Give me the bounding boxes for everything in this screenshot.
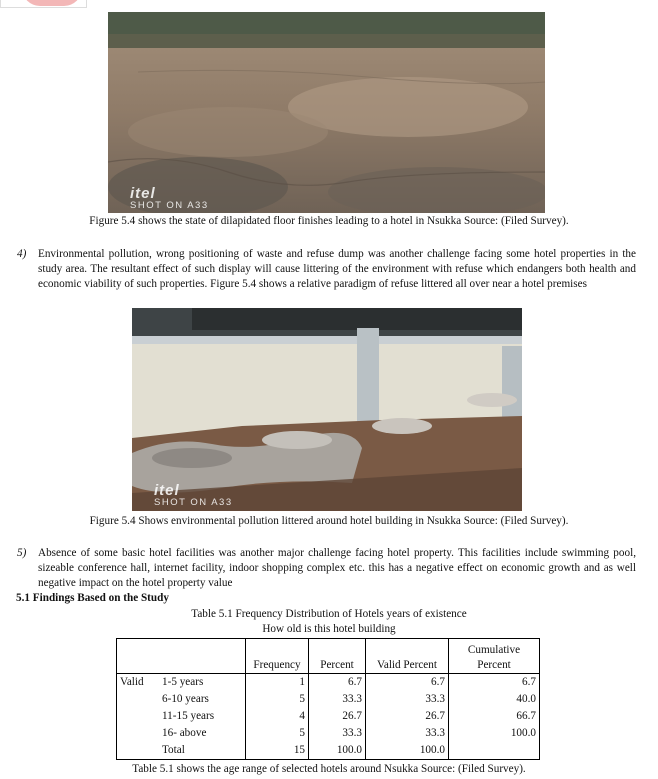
cell-cumulative: 40.0 [516, 693, 536, 705]
frequency-table [116, 638, 540, 760]
cell-percent: 26.7 [309, 708, 366, 725]
figure-refuse-photo [132, 308, 522, 511]
cell-frequency: 4 [246, 708, 309, 725]
paragraph-environmental-pollution: Environmental pollution, wrong positioning of waste and refuse dump was another challenge facing some hotel properties in the study area. The resultant effect of such display will cause littering of the environment with refuse which endangers both health and economic viability of such properties. Figure 5.4 shows a relative paradigm of refuse littered all over near a hotel premises [38, 248, 636, 290]
cell-cumulative [449, 742, 540, 760]
list-number-5: 5) [17, 547, 27, 559]
row-group-empty [117, 742, 160, 760]
header-cumulative-percent [449, 639, 540, 674]
figure-floor-photo [108, 12, 545, 213]
cell-percent: 100.0 [309, 742, 366, 760]
row-label: 6-10 years [159, 691, 246, 708]
row-label-total: Total [159, 742, 246, 760]
row-group-empty [117, 691, 160, 708]
watermark-model: SHOT ON A33 [130, 200, 209, 211]
header-cumulative-line1: Cumulative [467, 644, 521, 656]
cell-valid-percent: 100.0 [366, 742, 449, 760]
cell-cumulative: 6.7 [449, 674, 540, 692]
header-valid-percent: Valid Percent [366, 639, 449, 674]
paragraph-absence-facilities: Absence of some basic hotel facilities was another major challenge facing hotel property. This facilities include swimming pool, sizeable conference hall, internet facility, indoor shopping complex etc. this has a negative effect on economic growth and as well negative impact on the hotel property value [38, 547, 636, 589]
figure2-caption: Figure 5.4 Shows environmental pollution littered around hotel building in Nsukka Source: (Filed Survey). [89, 515, 569, 527]
watermark-brand: itel [154, 482, 180, 499]
cell-valid-percent: 33.3 [366, 725, 449, 742]
cell-cumulative: 66.7 [516, 710, 536, 722]
cell-cumulative: 100.0 [510, 727, 536, 739]
table-subtitle: How old is this hotel building [262, 623, 396, 635]
row-label: 1-5 years [159, 674, 246, 692]
figure1-caption: Figure 5.4 shows the state of dilapidated floor finishes leading to a hotel in Nsukka Source: (Filed Survey). [89, 215, 569, 227]
row-group-empty [117, 725, 160, 742]
cell-percent: 33.3 [309, 725, 366, 742]
row-label: 11-15 years [159, 708, 246, 725]
cell-frequency: 5 [246, 691, 309, 708]
table-caption: Table 5.1 shows the age range of selected hotels around Nsukka Source: (Filed Survey). [132, 763, 526, 775]
cell-frequency: 15 [246, 742, 309, 760]
header-frequency: Frequency [246, 639, 309, 674]
cell-percent: 33.3 [309, 691, 366, 708]
figure2-watermark [154, 484, 233, 508]
cell-valid-percent: 33.3 [366, 691, 449, 708]
cell-valid-percent: 6.7 [366, 674, 449, 692]
cell-frequency: 1 [246, 674, 309, 692]
watermark-brand: itel [130, 185, 156, 202]
cell-valid-percent: 26.7 [366, 708, 449, 725]
list-number-4: 4) [17, 248, 27, 260]
header-percent: Percent [309, 639, 366, 674]
cell-frequency: 5 [246, 725, 309, 742]
figure1-watermark [130, 187, 209, 211]
header-cumulative-line2: Percent [477, 659, 511, 671]
row-label: 16- above [159, 725, 246, 742]
row-group-label: Valid [117, 674, 160, 692]
table-header-empty [159, 639, 246, 674]
watermark-model: SHOT ON A33 [154, 497, 233, 508]
section-heading: 5.1 Findings Based on the Study [16, 592, 169, 604]
table-header-empty [117, 639, 160, 674]
cell-percent: 6.7 [309, 674, 366, 692]
row-group-empty [117, 708, 160, 725]
table-title: Table 5.1 Frequency Distribution of Hotels years of existence [191, 608, 467, 620]
